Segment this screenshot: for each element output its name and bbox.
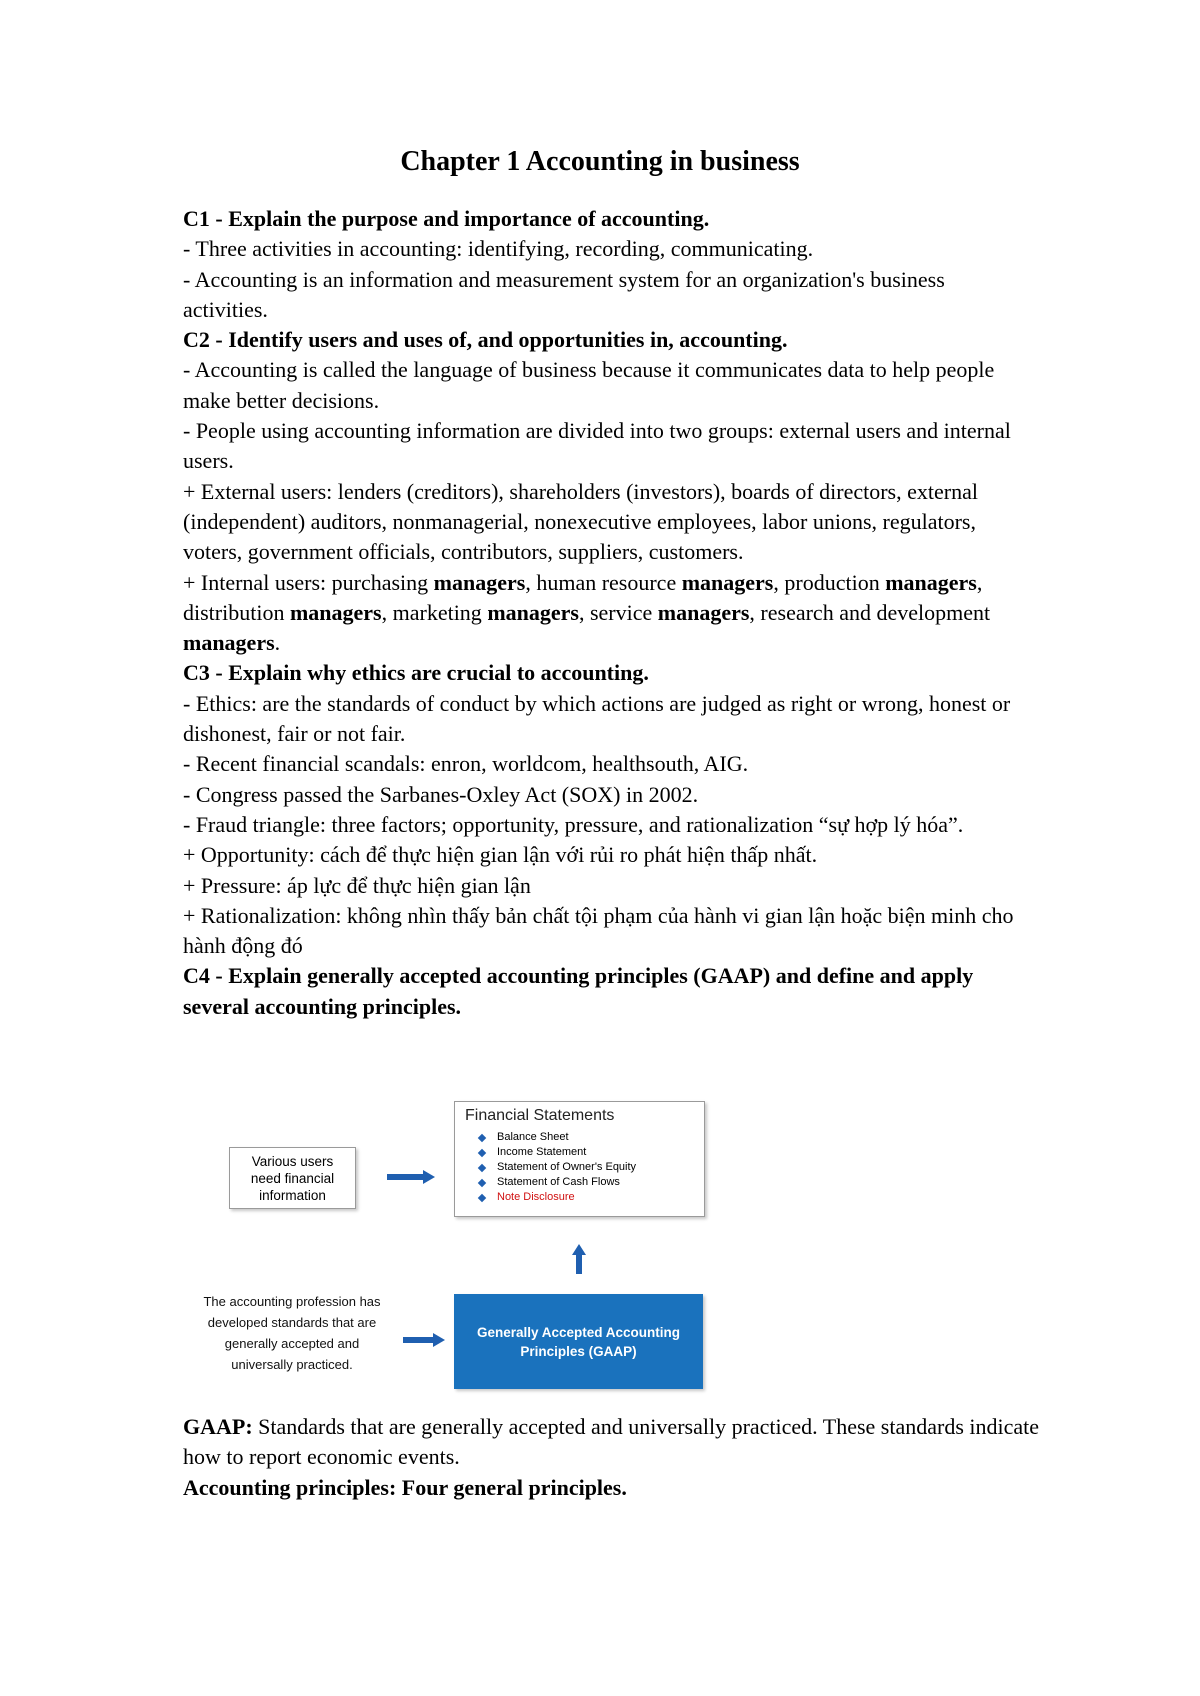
diamond-bullet-icon: [478, 1193, 486, 1201]
users-box: [229, 1147, 356, 1209]
users-box-label: Various users need financial information: [250, 1153, 335, 1203]
fs-item: [479, 1145, 636, 1160]
fs-list: [479, 1130, 636, 1205]
page-title: Chapter 1 Accounting in business: [400, 146, 800, 177]
c3-line: - Recent financial scandals: enron, worldcom, healthsouth, AIG.: [183, 751, 749, 777]
c3-line: + Opportunity: cách để thực hiện gian lận với rủi ro phát hiện thấp nhất.: [183, 842, 818, 868]
diamond-bullet-icon: [478, 1163, 486, 1171]
fs-item: [479, 1130, 636, 1145]
gaap-box-label: Generally Accepted Accounting Principles (GAAP): [476, 1324, 681, 1359]
up-arrow-icon: [572, 1244, 586, 1274]
c1-line: - Accounting is an information and measurement system for an organization's business activities.: [183, 266, 945, 322]
diamond-bullet-icon: [478, 1133, 486, 1141]
c2-line: + External users: lenders (creditors), shareholders (investors), boards of directors, external (independent) auditors, nonmanagerial, nonexecutive employees, labor unions, regulators, voters, government officials, contributors, suppliers, customers.: [183, 478, 978, 565]
c3-line: + Rationalization: không nhìn thấy bản chất tội phạm của hành vi gian lận hoặc biện minh cho hành động đó: [183, 902, 1014, 959]
c3-line: - Fraud triangle: three factors; opportunity, pressure, and rationalization “sự hợp lý hóa”.: [183, 811, 964, 837]
principles-heading: Accounting principles: Four general principles.: [183, 1474, 627, 1500]
c1-heading: C1 - Explain the purpose and importance of accounting.: [183, 206, 710, 231]
profession-text: The accounting profession has developed standards that are generally accepted and universally practiced.: [203, 1294, 381, 1372]
right-arrow-icon: [387, 1170, 437, 1184]
text-run-bold: managers: [183, 630, 275, 656]
diamond-bullet-icon: [478, 1148, 486, 1156]
text-run: , human resource: [525, 569, 682, 595]
c2-internal-users: [183, 568, 1033, 659]
c4-heading: C4 - Explain generally accepted accounting principles (GAAP) and define and apply several accounting principles.: [183, 963, 974, 1019]
c2-heading: C2 - Identify users and uses of, and opportunities in, accounting.: [183, 327, 788, 353]
text-run-bold: managers: [657, 599, 750, 625]
gaap-section: [183, 1412, 1043, 1503]
c2-line: - Accounting is called the language of business because it communicates data to help people make better decisions.: [183, 357, 995, 413]
text-run: .: [274, 630, 281, 656]
gaap-text: Standards that are generally accepted and universally practiced. These standards indicate how to report economic events.: [183, 1414, 1040, 1470]
c1-line: - Three activities in accounting: identifying, recording, communicating.: [183, 236, 814, 262]
fs-item-label: Statement of Owner's Equity: [497, 1161, 637, 1173]
fs-item: [479, 1175, 636, 1190]
c2-line: - People using accounting information are divided into two groups: external users and internal users.: [183, 418, 1011, 474]
fs-item: [479, 1190, 636, 1205]
text-run-bold: managers: [289, 599, 382, 625]
document-body: [183, 204, 1033, 1022]
text-run-bold: managers: [487, 599, 579, 625]
gaap-label: GAAP:: [183, 1414, 253, 1439]
text-run-bold: managers: [885, 569, 977, 595]
text-run-bold: managers: [681, 569, 774, 595]
fs-item-label: Note Disclosure: [497, 1191, 575, 1203]
text-run: , marketing: [381, 599, 488, 625]
text-run: , service: [578, 599, 658, 625]
text-run: , production: [773, 569, 886, 595]
gaap-box: [454, 1294, 703, 1389]
fs-item: [479, 1160, 636, 1175]
gaap-definition: [183, 1412, 1043, 1473]
c3-heading: C3 - Explain why ethics are crucial to accounting.: [183, 660, 649, 686]
text-run-bold: managers: [433, 569, 526, 595]
c3-line: - Congress passed the Sarbanes-Oxley Act (SOX) in 2002.: [183, 781, 699, 807]
text-run: , distribution: [183, 569, 983, 625]
text-run: + Internal users: purchasing: [183, 569, 434, 595]
fs-title: Financial Statements: [465, 1107, 615, 1124]
fs-item-label: Statement of Cash Flows: [497, 1176, 620, 1188]
right-arrow-icon: [403, 1333, 447, 1347]
fs-item-label: Balance Sheet: [497, 1131, 569, 1143]
financial-statements-box: [454, 1101, 705, 1217]
c3-line: - Ethics: are the standards of conduct by which actions are judged as right or wrong, honest or dishonest, fair or not fair.: [183, 690, 1011, 747]
c3-line: + Pressure: áp lực để thực hiện gian lận: [183, 872, 531, 898]
diamond-bullet-icon: [478, 1178, 486, 1186]
fs-item-label: Income Statement: [497, 1146, 587, 1158]
text-run: , research and development: [749, 599, 991, 625]
